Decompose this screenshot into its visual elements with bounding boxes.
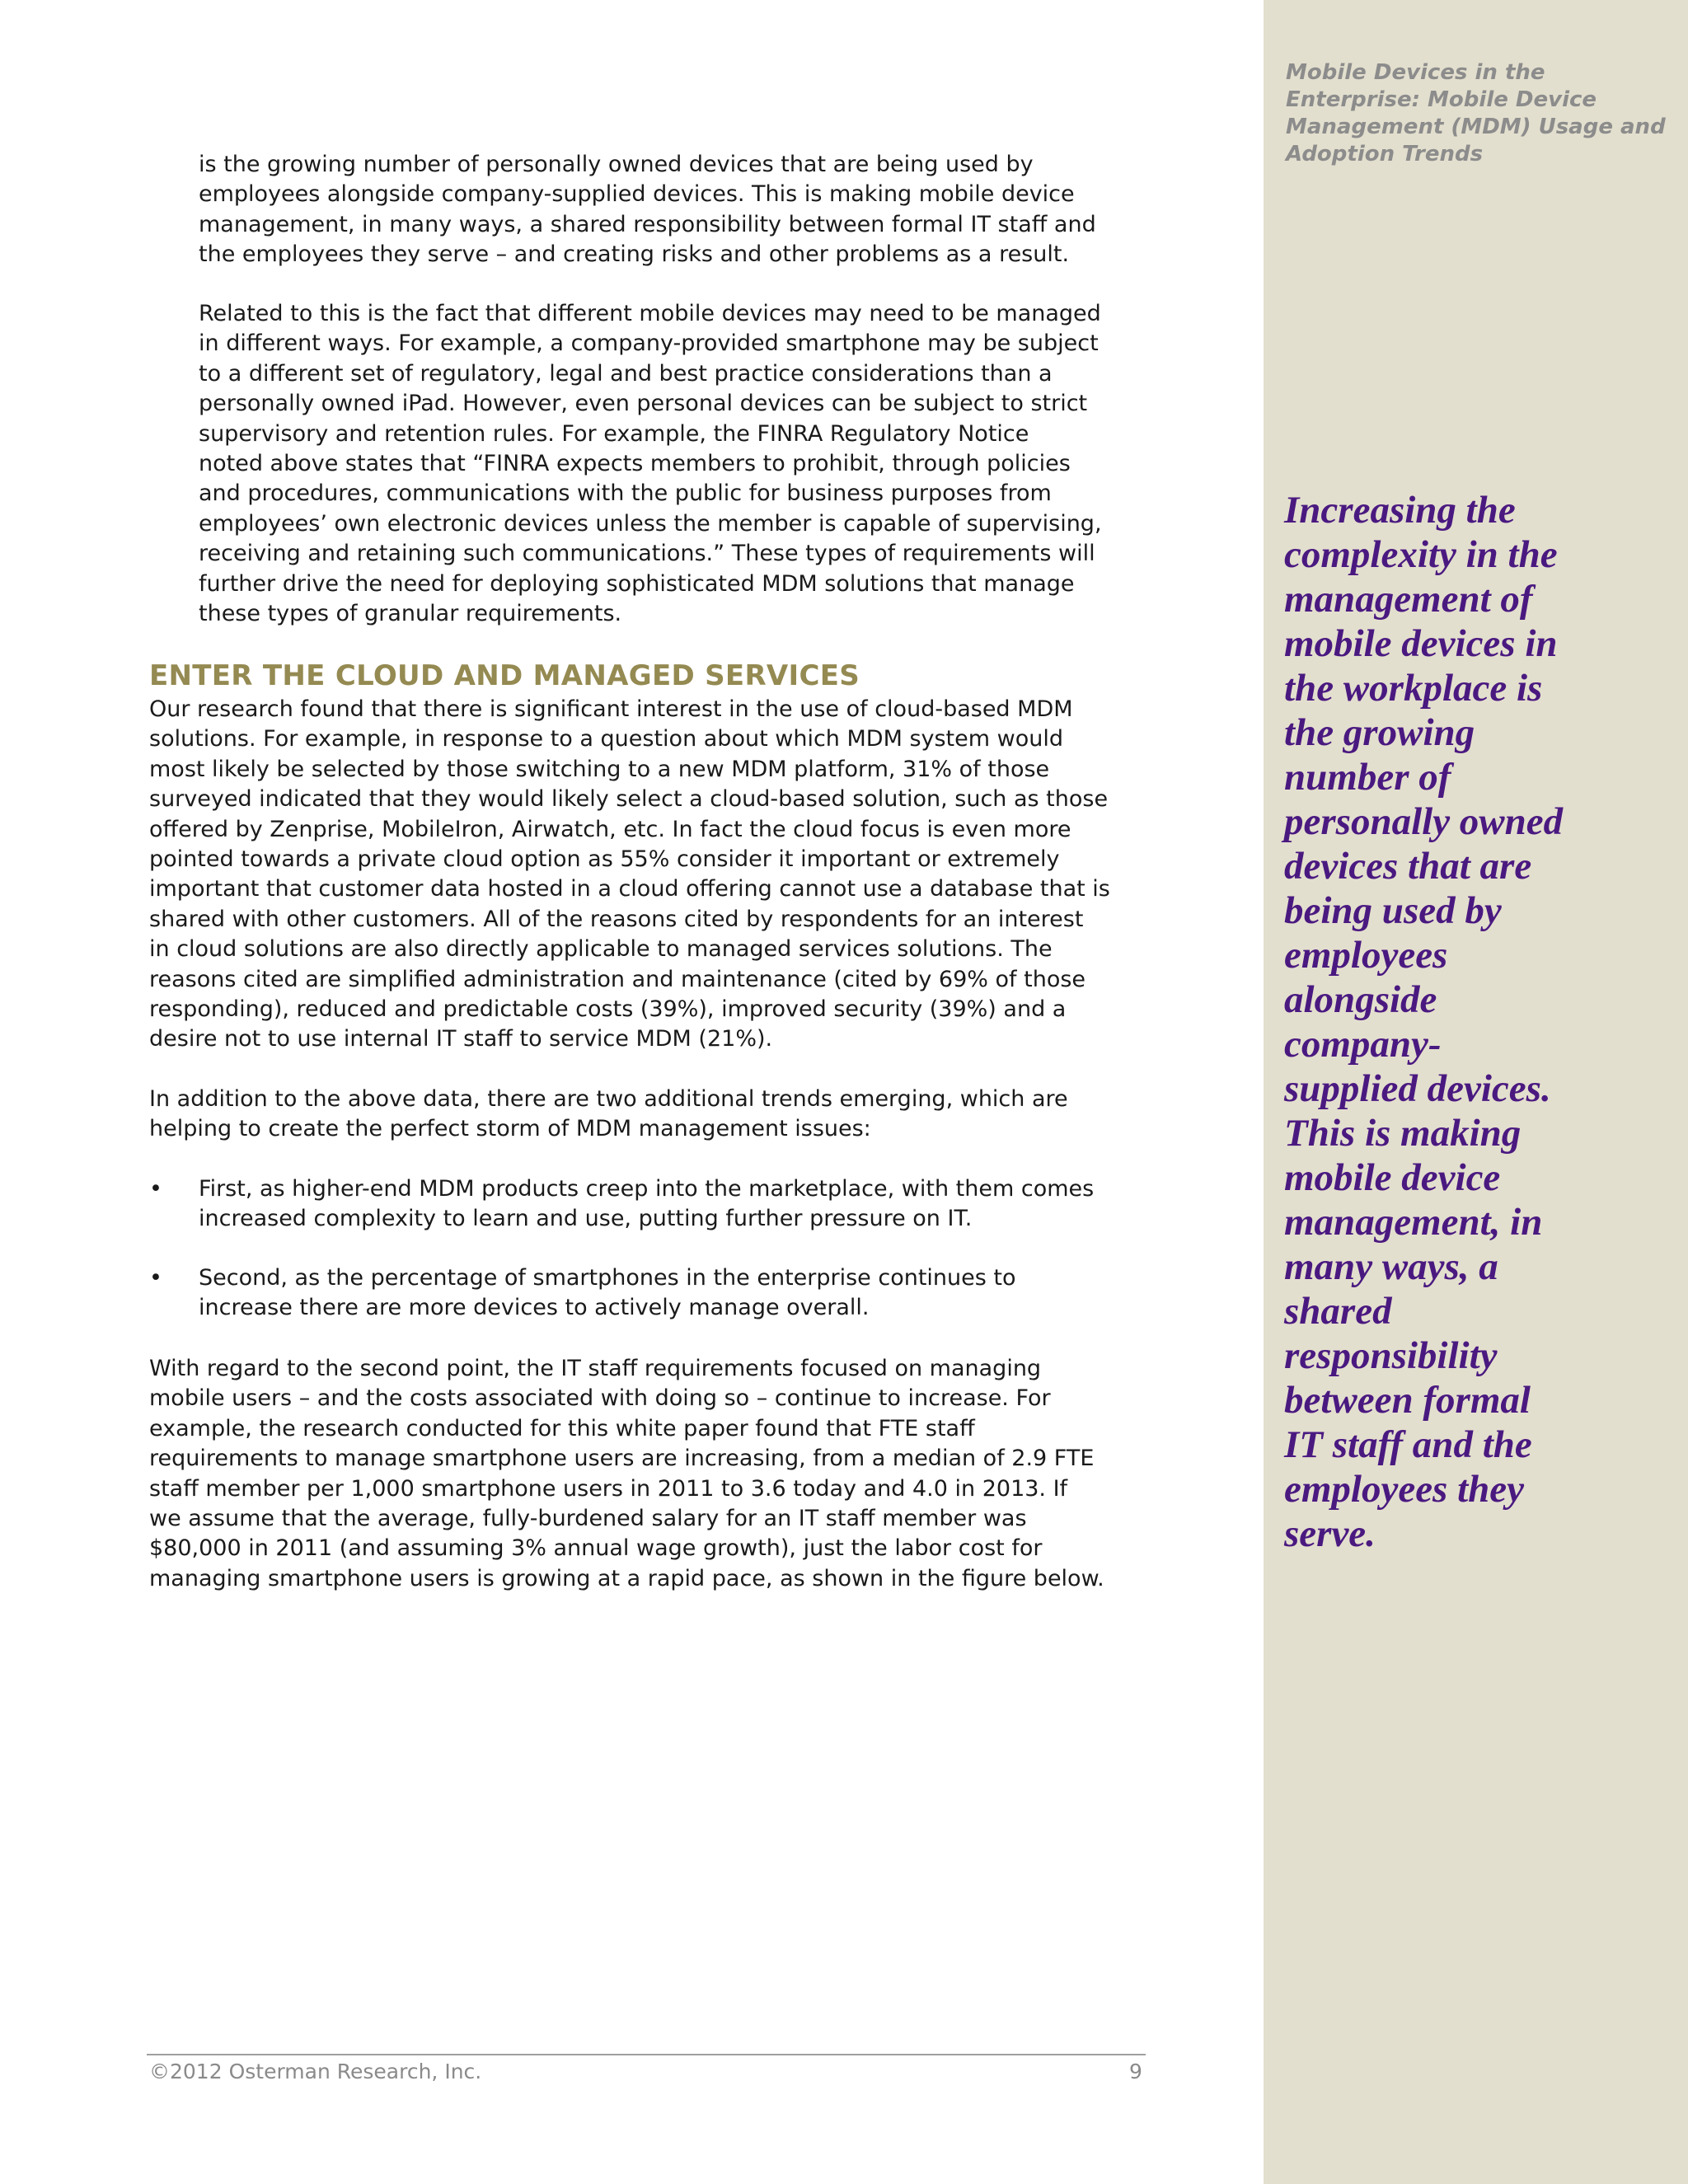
pull-quote-line: mobile device: [1284, 1156, 1501, 1199]
text-line: In addition to the above data, there are two additional trends emerging, which are: [149, 1086, 1068, 1112]
text-line: $80,000 in 2011 (and assuming 3% annual wage growth), just the labor cost for: [149, 1535, 1043, 1562]
text-line: Our research found that there is significant interest in the use of cloud-based MDM: [149, 696, 1073, 722]
text-line: helping to create the perfect storm of MDM management issues:: [149, 1116, 871, 1142]
pull-quote-line: employees they: [1284, 1468, 1525, 1511]
text-line: the employees they serve – and creating risks and other problems as a result.: [199, 241, 1070, 268]
text-line: staff member per 1,000 smartphone users in 2011 to 3.6 today and 4.0 in 2013. If: [149, 1475, 1068, 1502]
text-line: responding), reduced and predictable costs (39%), improved security (39%) and a: [149, 996, 1067, 1023]
text-line: receiving and retaining such communications.” These types of requirements will: [199, 541, 1095, 567]
text-line: important that customer data hosted in a cloud offering cannot use a database that is: [149, 876, 1110, 902]
running-header-line: Mobile Devices in the: [1286, 60, 1545, 85]
section-heading: ENTER THE CLOUD AND MANAGED SERVICES: [149, 659, 860, 692]
bullet-marker: •: [149, 1176, 162, 1202]
text-line: pointed towards a private cloud option as 55% consider it important or extremely: [149, 846, 1060, 873]
pull-quote-line: shared: [1284, 1290, 1392, 1333]
pull-quote-line: employees: [1284, 934, 1448, 977]
pull-quote-line: Increasing the: [1284, 489, 1516, 532]
text-line: is the growing number of personally owned devices that are being used by: [199, 152, 1034, 177]
running-header-line: Management (MDM) Usage and: [1286, 115, 1666, 139]
text-line: employees alongside company-supplied devices. This is making mobile device: [199, 181, 1075, 208]
pull-quote-line: serve.: [1284, 1512, 1376, 1555]
pull-quote-line: management, in: [1284, 1201, 1543, 1244]
paragraph-cloud-research: [149, 695, 1110, 1055]
text-line: supervisory and retention rules. For example, the FINRA Regulatory Notice: [199, 420, 1029, 447]
footer-divider: [147, 2054, 1146, 2055]
text-line: example, the research conducted for this white paper found that FTE staff: [149, 1415, 975, 1441]
text-line: in different ways. For example, a company-provided smartphone may be subject: [199, 330, 1099, 357]
text-line: With regard to the second point, the IT staff requirements focused on managing: [149, 1356, 1042, 1381]
text-line: requirements to manage smartphone users are increasing, from a median of 2.9 FTE: [149, 1446, 1095, 1472]
text-line: employees’ own electronic devices unless the member is capable of supervising,: [199, 510, 1102, 537]
running-header-line: Enterprise: Mobile Device: [1286, 87, 1597, 112]
text-line: managing smartphone users is growing at a rapid pace, as shown in the figure below.: [149, 1565, 1104, 1591]
footer-copyright: ©2012 Osterman Research, Inc.: [149, 2060, 482, 2083]
pull-quote-line: many ways, a: [1284, 1245, 1498, 1288]
text-line: to a different set of regulatory, legal and best practice considerations than a: [199, 360, 1053, 387]
text-line: reasons cited are simplified administration and maintenance (cited by 69% of those: [149, 966, 1086, 992]
pull-quote-line: supplied devices.: [1284, 1067, 1551, 1110]
paragraph-continued: [199, 150, 1105, 270]
pull-quote-line: devices that are: [1284, 845, 1532, 888]
pull-quote: [1284, 488, 1614, 1556]
text-line: most likely be selected by those switching to a new MDM platform, 31% of those: [149, 756, 1050, 782]
bullet-item-second: [199, 1263, 1105, 1324]
text-line: shared with other customers. All of the reasons cited by respondents for an interest: [149, 906, 1084, 932]
pull-quote-line: management of: [1284, 578, 1533, 621]
text-line: desire not to use internal IT staff to service MDM (21%).: [149, 1026, 773, 1052]
text-line: surveyed indicated that they would likely select a cloud-based solution, such as those: [149, 786, 1109, 813]
pull-quote-line: being used by: [1284, 889, 1502, 932]
pull-quote-line: number of: [1284, 756, 1451, 799]
page-number: 9: [1129, 2060, 1142, 2083]
pull-quote-line: This is making: [1284, 1112, 1522, 1155]
pull-quote-line: the workplace is: [1284, 667, 1543, 710]
paragraph-staff-requirements: [149, 1354, 1105, 1594]
pull-quote-line: IT staff and the: [1284, 1423, 1532, 1466]
text-line: mobile users – and the costs associated with doing so – continue to increase. For: [149, 1385, 1051, 1412]
pull-quote-line: alongside: [1284, 978, 1437, 1021]
paragraph-related: [199, 299, 1105, 629]
bullet-marker: •: [149, 1265, 162, 1291]
text-line: increased complexity to learn and use, putting further pressure on IT.: [199, 1206, 973, 1232]
text-line: Related to this is the fact that different mobile devices may need to be managed: [199, 301, 1101, 326]
text-line: solutions. For example, in response to a question about which MDM system would: [149, 726, 1063, 752]
text-line: we assume that the average, fully-burdened salary for an IT staff member was: [149, 1506, 1027, 1532]
text-line: and procedures, communications with the public for business purposes from: [199, 480, 1052, 507]
paragraph-trends-intro: [149, 1085, 1105, 1145]
text-line: personally owned iPad. However, even personal devices can be subject to strict: [199, 391, 1088, 417]
running-header-line: Adoption Trends: [1286, 142, 1484, 166]
bullet-item-first: [199, 1174, 1105, 1235]
pull-quote-line: complexity in the: [1284, 533, 1558, 576]
text-line: noted above states that “FINRA expects members to prohibit, through policies: [199, 451, 1071, 477]
pull-quote-line: responsibility: [1284, 1334, 1498, 1377]
text-line: in cloud solutions are also directly applicable to managed services solutions. The: [149, 936, 1053, 963]
pull-quote-line: company-: [1284, 1023, 1442, 1066]
text-line: Second, as the percentage of smartphones in the enterprise continues to: [199, 1265, 1016, 1291]
pull-quote-line: personally owned: [1284, 800, 1564, 843]
pull-quote-line: the growing: [1284, 711, 1475, 754]
text-line: increase there are more devices to actively manage overall.: [199, 1295, 870, 1321]
text-line: further drive the need for deploying sophisticated MDM solutions that manage: [199, 570, 1075, 597]
pull-quote-line: between formal: [1284, 1379, 1531, 1422]
text-line: offered by Zenprise, MobileIron, Airwatch, etc. In fact the cloud focus is even more: [149, 816, 1071, 842]
running-header-title: [1286, 59, 1665, 168]
pull-quote-line: mobile devices in: [1284, 622, 1558, 665]
text-line: First, as higher-end MDM products creep into the marketplace, with them comes: [199, 1176, 1095, 1202]
text-line: these types of granular requirements.: [199, 601, 622, 627]
text-line: management, in many ways, a shared responsibility between formal IT staff and: [199, 211, 1096, 237]
